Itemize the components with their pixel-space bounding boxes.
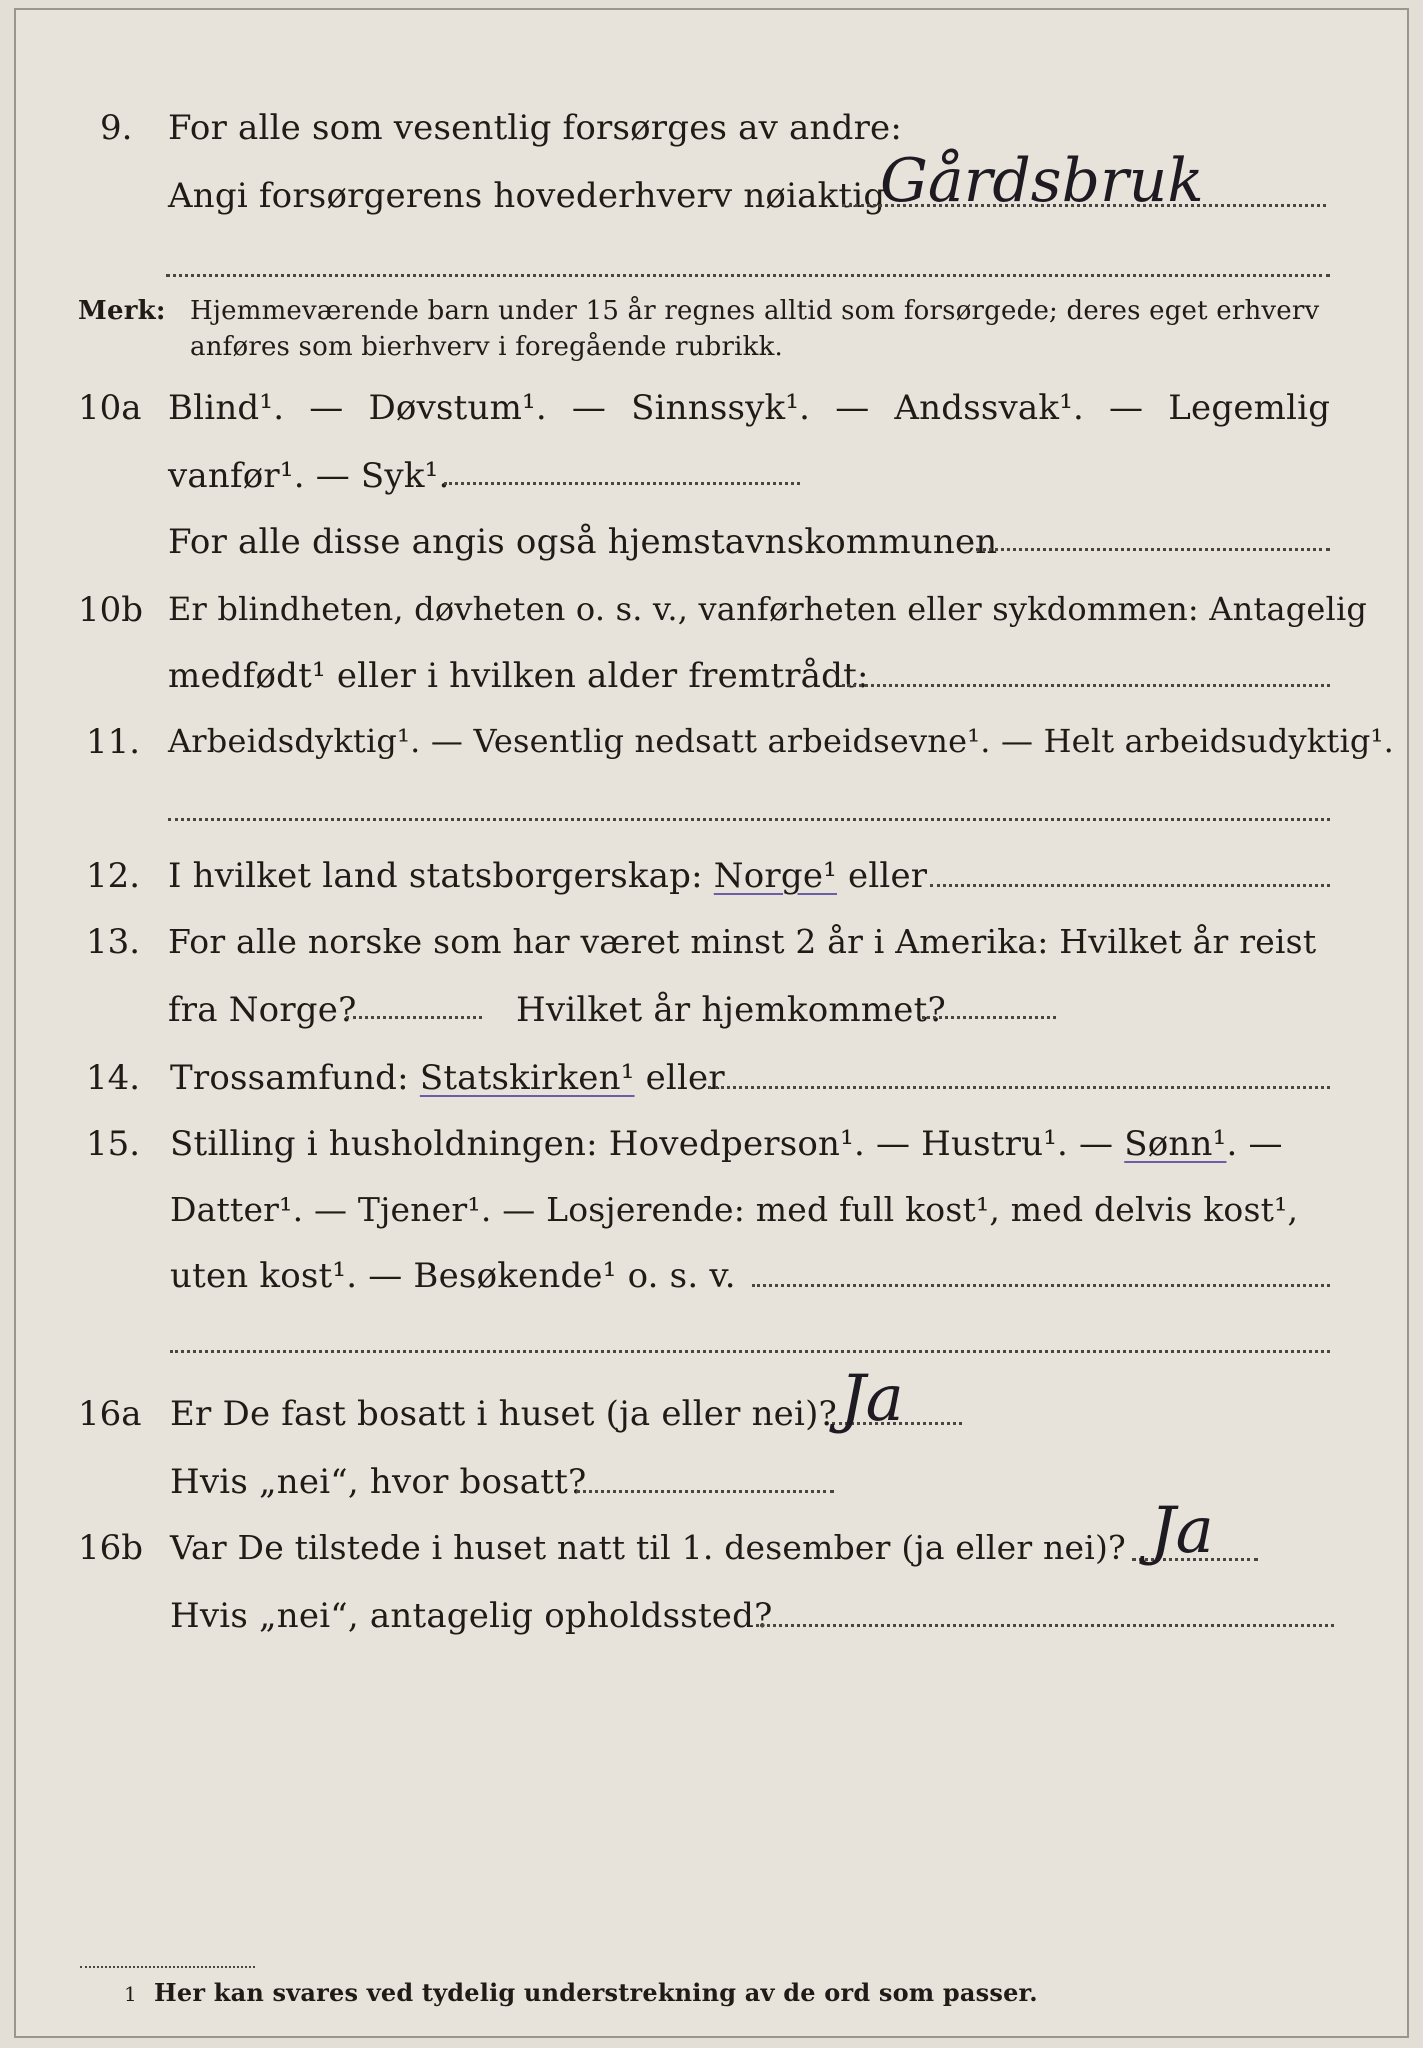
q16b-handwritten-answer: Ja [1150, 1494, 1214, 1568]
q9-handwritten-answer: Gårdsbruk [880, 146, 1204, 216]
q16b-number: 16b [78, 1528, 144, 1568]
footnote-rule [80, 1966, 255, 1968]
q10a-municipality-line[interactable] [976, 548, 1330, 551]
q9-number: 9. [100, 108, 133, 148]
q14-eller: eller [645, 1058, 725, 1098]
q10a-line1: Blind¹. — Døvstum¹. — Sinnssyk¹. — Andssvak¹. — Legemlig [168, 388, 1331, 428]
q14-answer-line[interactable] [708, 1086, 1330, 1089]
q16b-line2: Hvis „nei“, antagelig opholdssted? [170, 1596, 773, 1636]
q12-eller: eller [848, 856, 928, 896]
merk-line1: Hjemmeværende barn under 15 år regnes alltid som forsørgede; deres eget erhverv [190, 296, 1320, 326]
q14-prompt: Trossamfund: [170, 1058, 409, 1098]
footnote-text: Her kan svares ved tydelig understrekning av de ord som passer. [154, 1978, 1038, 2007]
q12-answer-line[interactable] [930, 884, 1330, 887]
q15-sonn-option[interactable]: Sønn¹ [1124, 1124, 1227, 1164]
q15-line1 [170, 1124, 1283, 1164]
q13-reist-line[interactable] [346, 1016, 482, 1019]
q12-norge-option[interactable]: Norge¹ [713, 856, 837, 896]
q13-line1: For alle norske som har været minst 2 år i Amerika: Hvilket år reist [168, 922, 1317, 961]
q10a-line2: vanfør¹. — Syk¹. [168, 456, 450, 496]
q15-line3: uten kost¹. — Besøkende¹ o. s. v. [170, 1256, 736, 1296]
q16b-location-line[interactable] [756, 1624, 1334, 1627]
q15-line1-end: . — [1226, 1124, 1283, 1164]
q11-line1: Arbeidsdyktig¹. — Vesentlig nedsatt arbeidsevne¹. — Helt arbeidsudyktig¹. [168, 722, 1394, 760]
q10b-number: 10b [78, 590, 144, 630]
q16a-line2: Hvis „nei“, hvor bosatt? [170, 1462, 587, 1502]
q16a-number: 16a [78, 1394, 142, 1434]
q16a-residence-line[interactable] [576, 1490, 834, 1493]
q13-hjemkommet-line[interactable] [922, 1016, 1056, 1019]
q10b-line1: Er blindheten, døvheten o. s. v., vanførheten eller sykdommen: Antagelig [168, 590, 1368, 628]
q14-line [170, 1058, 725, 1098]
q12-number: 12. [86, 856, 141, 896]
q9-line1: For alle som vesentlig forsørges av andre: [168, 108, 903, 148]
q16a-line1: Er De fast bosatt i huset (ja eller nei)? [170, 1394, 837, 1434]
q15-number: 15. [86, 1124, 141, 1164]
q13-number: 13. [86, 922, 141, 962]
merk-label: Merk: [78, 296, 166, 326]
merk-line2: anføres som bierhverv i foregående rubrikk. [190, 332, 784, 362]
q12-line [168, 856, 927, 896]
q10a-answer-line[interactable] [444, 482, 800, 485]
q16b-line1: Var De tilstede i huset natt til 1. desember (ja eller nei)? [170, 1528, 1126, 1567]
q14-statskirken-option[interactable]: Statskirken¹ [419, 1058, 635, 1098]
q9-extra-line[interactable] [166, 274, 1330, 277]
q15-line1-start: Stilling i husholdningen: Hovedperson¹. — Hustru¹. — [170, 1124, 1114, 1164]
q10b-line2: medfødt¹ eller i hvilken alder fremtrådt: [168, 656, 869, 696]
q15-line2: Datter¹. — Tjener¹. — Losjerende: med full kost¹, med delvis kost¹, [170, 1190, 1299, 1229]
q11-answer-line[interactable] [168, 818, 1330, 821]
q11-number: 11. [86, 722, 141, 762]
q14-number: 14. [86, 1058, 141, 1098]
q13-hjemkommet-label: Hvilket år hjemkommet? [516, 990, 946, 1030]
q15-answer-line[interactable] [752, 1284, 1330, 1287]
q16a-handwritten-answer: Ja [840, 1362, 904, 1436]
q13-reist-label: fra Norge? [168, 990, 357, 1030]
q10a-number: 10a [78, 388, 142, 428]
footnote-mark: 1 [124, 1982, 137, 2006]
q10b-answer-line[interactable] [842, 684, 1330, 687]
q12-prompt: I hvilket land statsborgerskap: [168, 856, 703, 896]
q15-extra-line[interactable] [170, 1350, 1330, 1353]
q9-line2: Angi forsørgerens hovederhverv nøiaktig [168, 176, 886, 216]
q10a-line3: For alle disse angis også hjemstavnskommunen [168, 522, 998, 562]
